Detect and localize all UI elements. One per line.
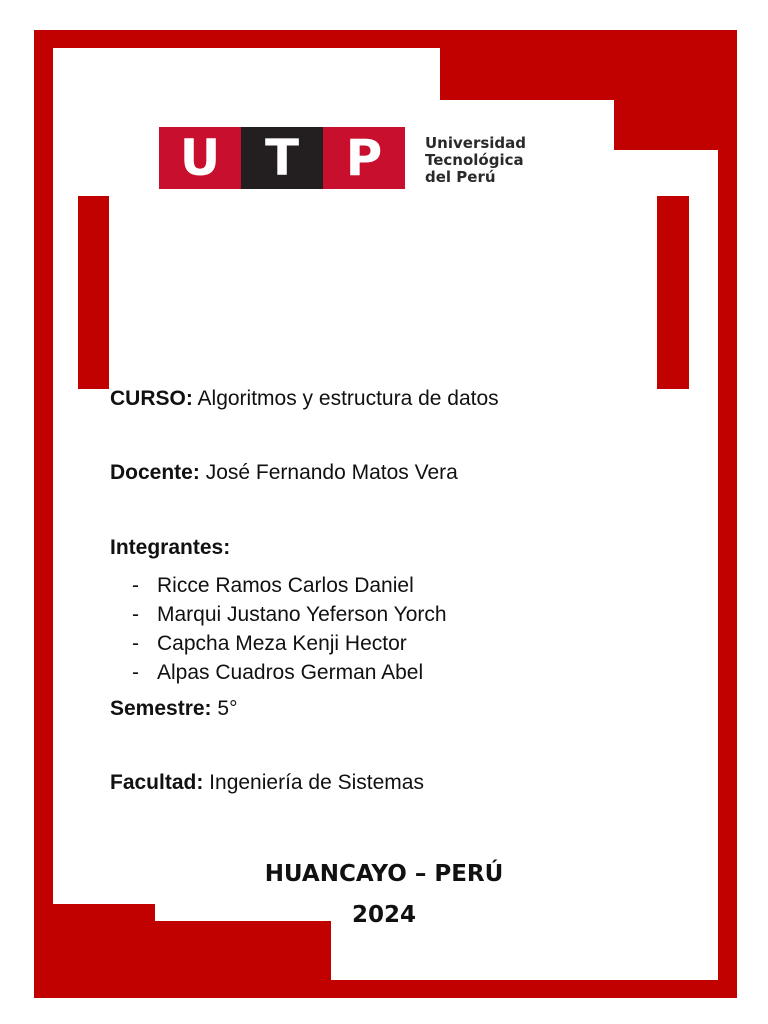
facultad-line xyxy=(110,771,424,795)
facultad-value: Ingeniería de Sistemas xyxy=(203,771,424,794)
list-bullet: - xyxy=(132,574,139,597)
members-list xyxy=(132,571,447,687)
facultad-label: Facultad: xyxy=(110,771,204,794)
curso-value: Algoritmos y estructura de datos xyxy=(192,387,499,410)
list-item xyxy=(132,600,447,629)
list-bullet: - xyxy=(132,661,139,684)
logo-name-line-1: Universidad xyxy=(425,134,527,152)
integrantes-label: Integrantes: xyxy=(110,536,231,559)
semestre-line xyxy=(110,697,237,721)
logo-name-line-3: del Perú xyxy=(425,168,496,186)
member-name: Marqui Justano Yeferson Yorch xyxy=(157,603,447,626)
utp-logo xyxy=(159,127,405,189)
docente-line xyxy=(110,461,458,485)
list-item xyxy=(132,571,447,600)
curso-line xyxy=(110,387,499,411)
footer-city: HUANCAYO – PERÚ xyxy=(264,861,504,887)
member-name: Ricce Ramos Carlos Daniel xyxy=(157,574,414,597)
logo-letter-u: U xyxy=(159,127,241,189)
side-bar-left xyxy=(78,196,109,389)
docente-value: José Fernando Matos Vera xyxy=(199,461,458,484)
frame-right xyxy=(718,30,737,998)
integrantes-heading xyxy=(110,536,230,560)
frame-left xyxy=(34,30,53,998)
list-bullet: - xyxy=(132,632,139,655)
corner-block-top-right-step xyxy=(614,30,737,150)
side-bar-right xyxy=(657,196,689,389)
list-bullet: - xyxy=(132,603,139,626)
semestre-label: Semestre: xyxy=(110,697,212,720)
logo-letter-t: T xyxy=(241,127,323,189)
semestre-value: 5° xyxy=(211,697,238,720)
logo-name-line-2: Tecnológica xyxy=(425,151,524,169)
list-item xyxy=(132,629,447,658)
member-name: Alpas Cuadros German Abel xyxy=(157,661,424,684)
corner-block-bottom-left-step xyxy=(34,921,331,998)
footer-year: 2024 xyxy=(351,902,416,928)
logo-letter-p: P xyxy=(323,127,405,189)
member-name: Capcha Meza Kenji Hector xyxy=(157,632,407,655)
list-item xyxy=(132,658,447,687)
docente-label: Docente: xyxy=(110,461,200,484)
curso-label: CURSO: xyxy=(110,387,193,410)
logo-university-name xyxy=(425,135,526,186)
